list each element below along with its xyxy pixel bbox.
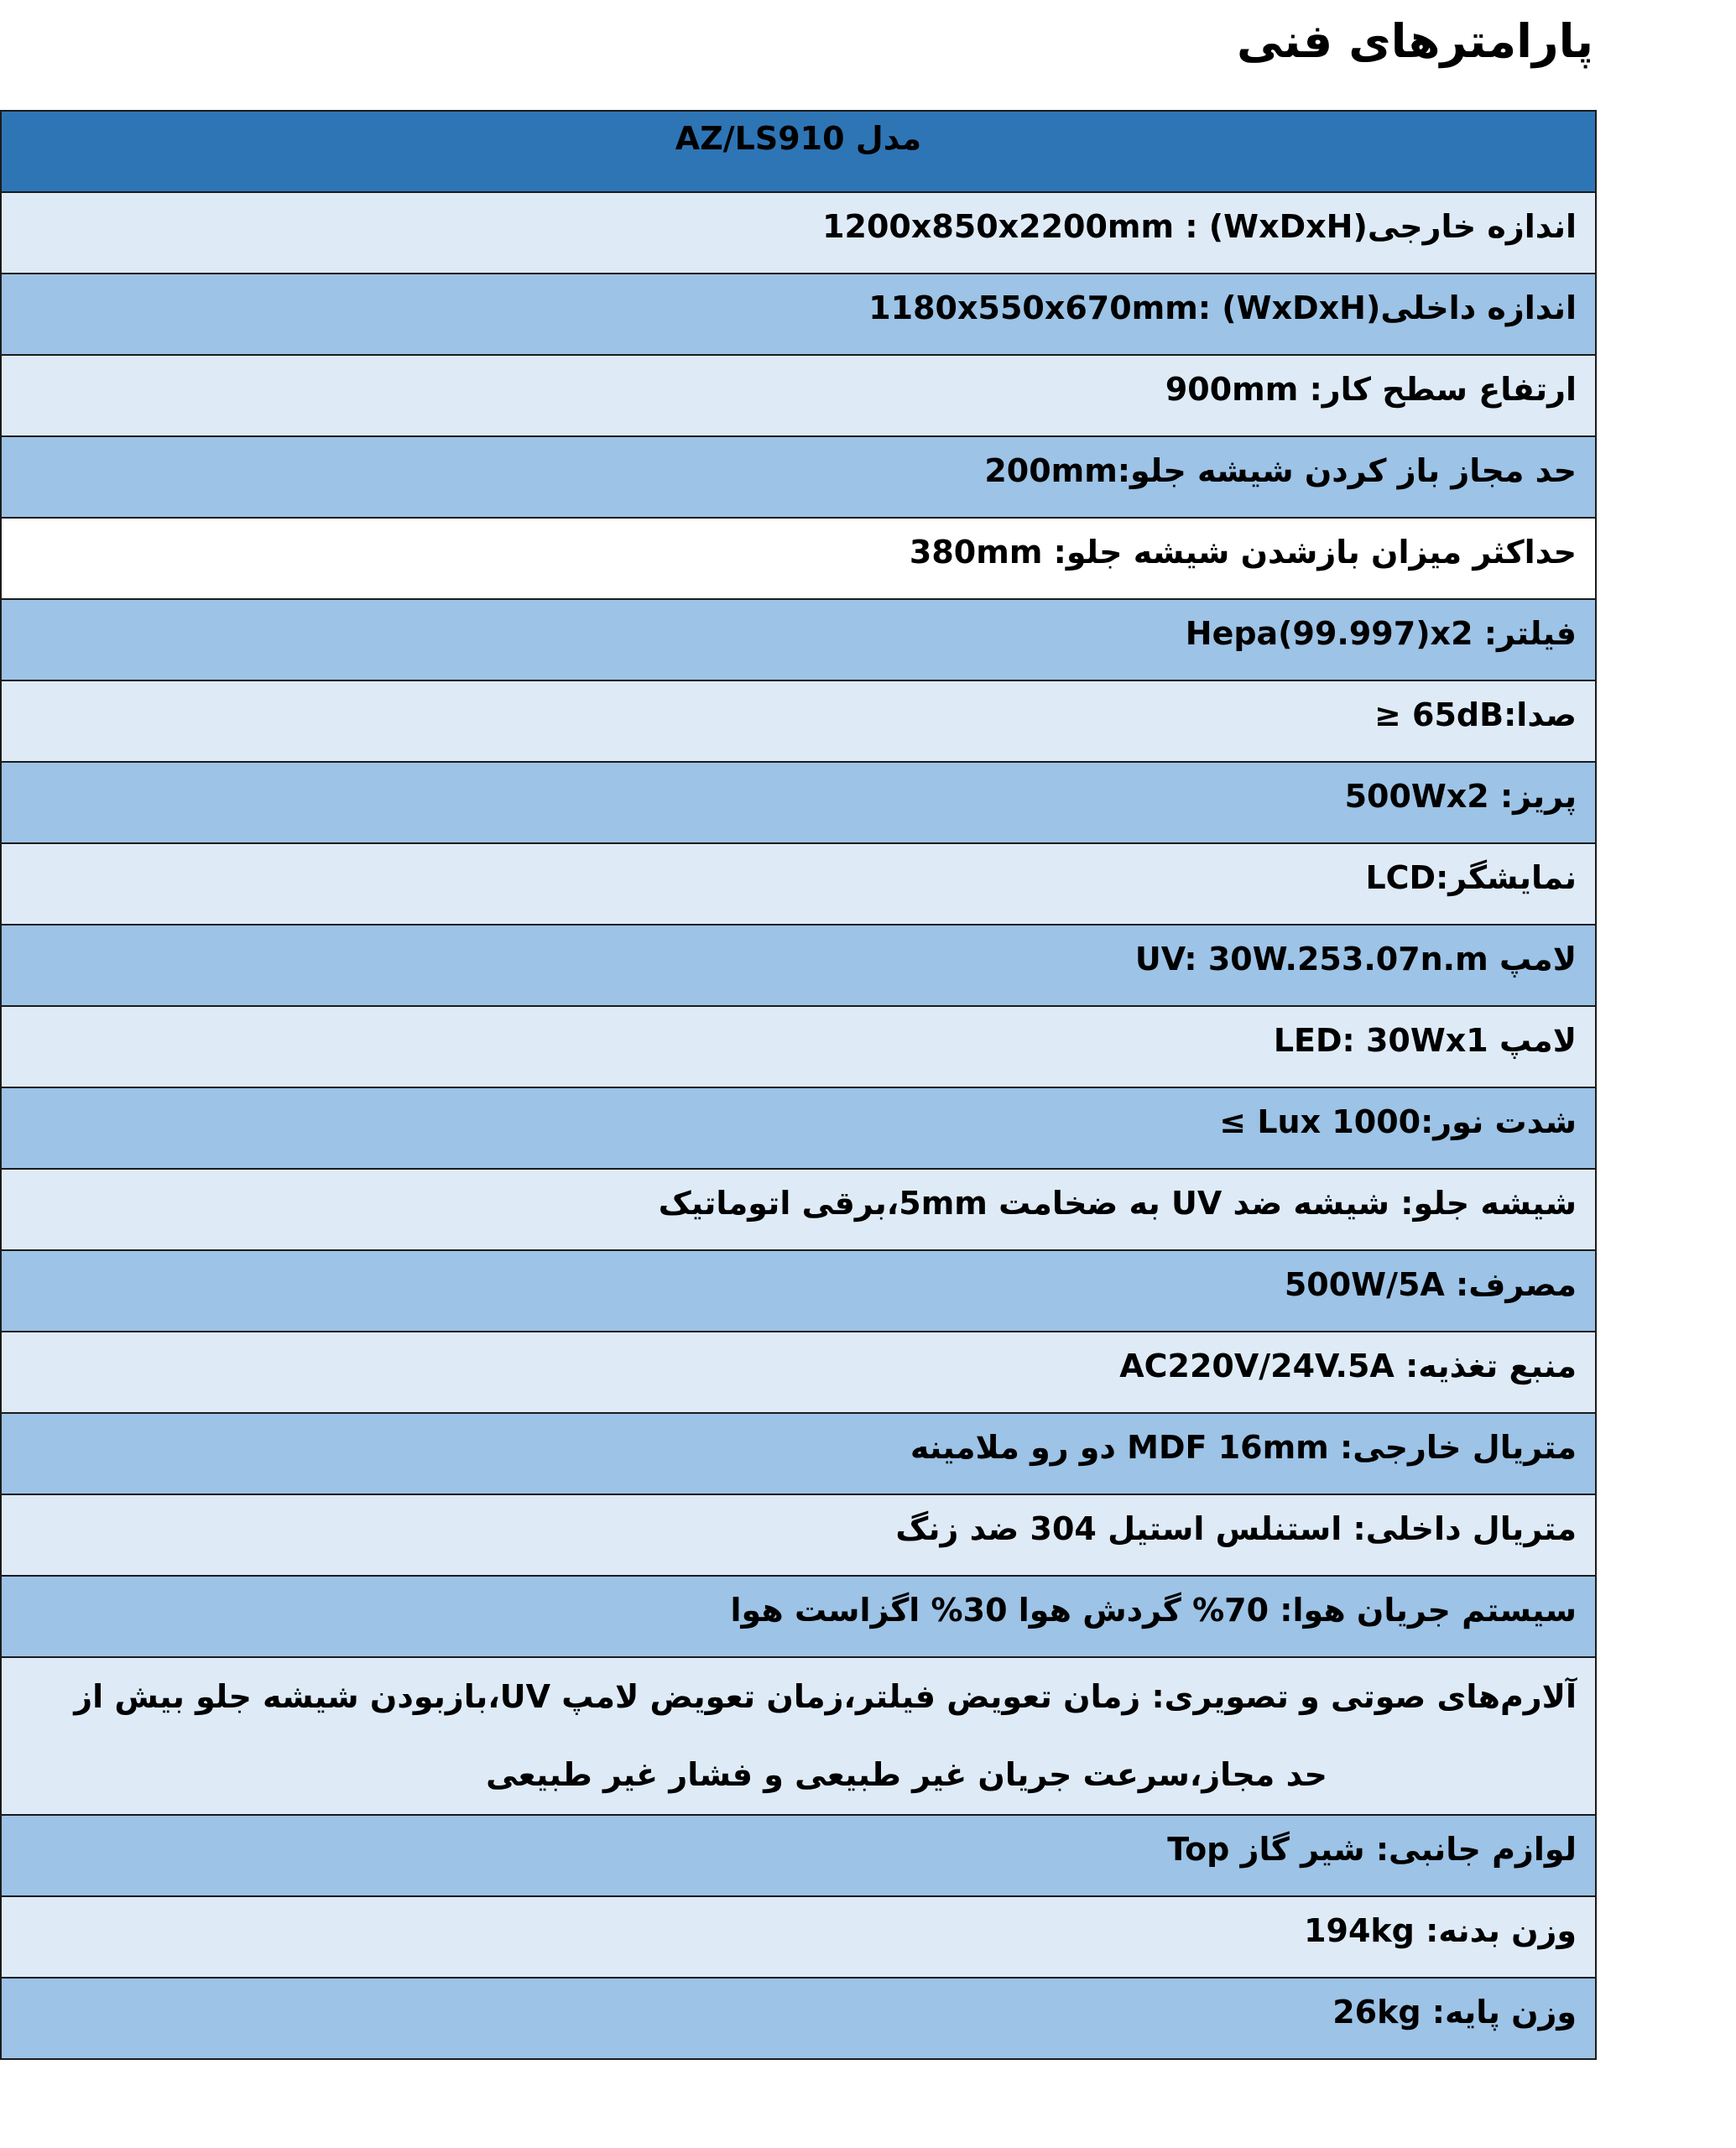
spec-row-uv-lamp: لامپ UV: 30W.253.07n.m <box>2 924 1595 1005</box>
spec-row-power-supply: منبع تغذیه: AC220V/24V.5A <box>2 1331 1595 1412</box>
spec-row-glass-max-open: حداکثر میزان بازشدن شیشه جلو: 380mm <box>2 517 1595 598</box>
spec-row-accessories: لوازم جانبی: شیر گاز Top <box>2 1814 1595 1895</box>
spec-row-glass-open-limit: حد مجاز باز کردن شیشه جلو:200mm <box>2 435 1595 517</box>
spec-row-led-lamp: لامپ LED: 30Wx1 <box>2 1005 1595 1087</box>
alarms-line-1: آلارم‌های صوتی و تصویری: زمان تعویض فیلتر،زمان تعویض لامپ UV،بازبودن شیشه جلو بیش از <box>74 1678 1577 1715</box>
spec-row-alarms <box>2 1656 1595 1814</box>
spec-row-socket: پریز: 500Wx2 <box>2 761 1595 842</box>
spec-row-internal-material: متریال داخلی: استنلس استیل 304 ضد زنگ <box>2 1494 1595 1575</box>
spec-row-body-weight: وزن بدنه: 194kg <box>2 1895 1595 1977</box>
spec-row-display: نمایشگر:LCD <box>2 842 1595 924</box>
spec-row-light-intensity: شدت نور:1000 Lux ≥ <box>2 1087 1595 1168</box>
spec-row-airflow: سیستم جریان هوا: 70% گردش هوا 30% اگزاست هوا <box>2 1575 1595 1656</box>
spec-row-noise: صدا:65dB ≤ <box>2 680 1595 761</box>
spec-table <box>0 110 1597 2060</box>
spec-row-internal-size: اندازه داخلی(WxDxH) :1180x550x670mm <box>2 273 1595 354</box>
spec-row-filter: فیلتر: Hepa(99.997)x2 <box>2 598 1595 680</box>
spec-row-external-material: متریال خارجی: MDF 16mm دو رو ملامینه <box>2 1412 1595 1494</box>
spec-row-work-surface-height: ارتفاع سطح کار: 900mm <box>2 354 1595 435</box>
page-title: پارامترهای فنی <box>1237 14 1593 68</box>
spec-row-external-size: اندازه خارجی(WxDxH) : 1200x850x2200mm <box>2 191 1595 273</box>
alarms-line-2: حد مجاز،سرعت جریان غیر طبیعی و فشار غیر طبیعی <box>486 1756 1327 1793</box>
spec-row-base-weight: وزن پایه: 26kg <box>2 1977 1595 2058</box>
spec-row-consumption: مصرف: 500W/5A <box>2 1249 1595 1331</box>
table-header-model: مدل AZ/LS910 <box>2 110 1595 191</box>
spec-row-front-glass: شیشه جلو: شیشه ضد UV به ضخامت 5mm،برقی اتوماتیک <box>2 1168 1595 1249</box>
